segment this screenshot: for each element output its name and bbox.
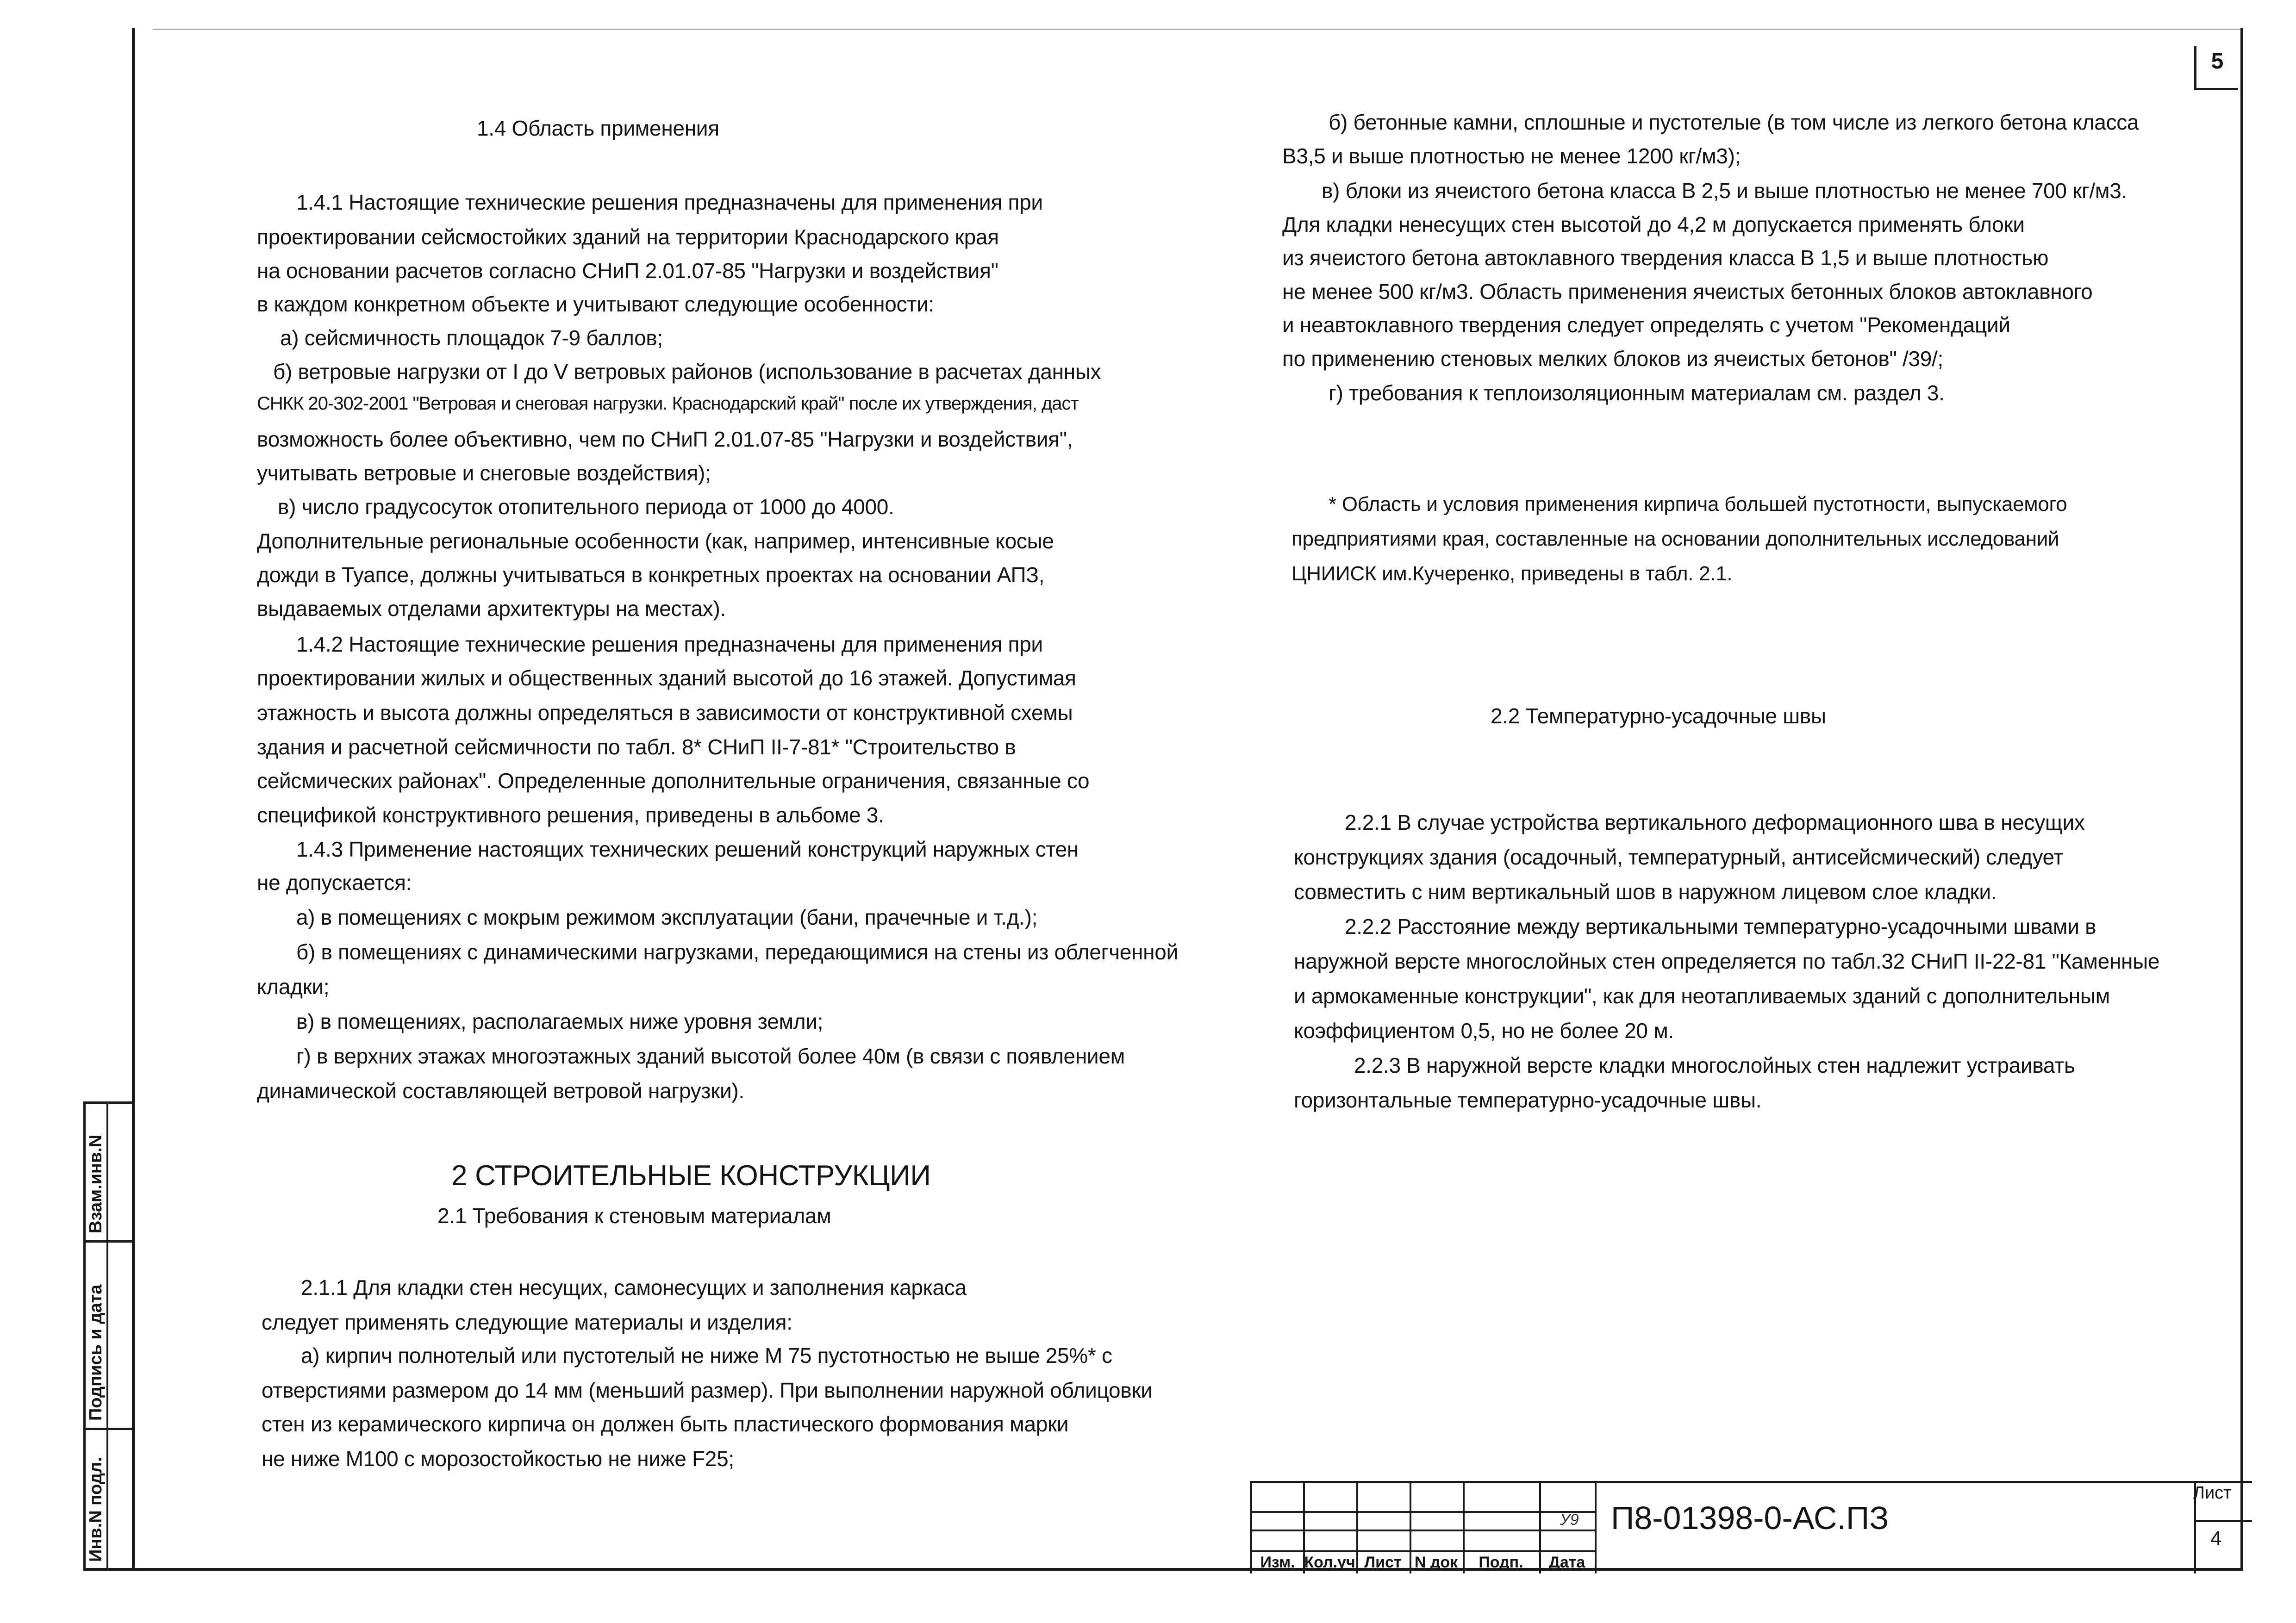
- text-line: в каждом конкретном объекте и учитывают следующие особенности:: [257, 292, 934, 316]
- text-line: и армокаменные конструкции", как для неотапливаемых зданий с дополнительным: [1294, 984, 2110, 1008]
- text-line: не допускается:: [257, 871, 412, 895]
- text-line: б) бетонные камни, сплошные и пустотелые (в том числе из легкого бетона класса: [1329, 110, 2139, 134]
- text-line: В3,5 и выше плотностью не менее 1200 кг/м3);: [1282, 144, 1741, 168]
- text-line: выдаваемых отделами архитектуры на местах).: [257, 597, 726, 621]
- text-line: проектировании сейсмостойких зданий на территории Краснодарского края: [257, 225, 999, 249]
- text-line: СНКК 20-302-2001 "Ветровая и снеговая нагрузки. Краснодарский край" после их утверждения, даст: [257, 393, 1079, 414]
- text-line: г) в верхних этажах многоэтажных зданий высотой более 40м (в связи с появлением: [296, 1044, 1125, 1068]
- text-line: коэффициентом 0,5, но не более 20 м.: [1294, 1019, 1674, 1043]
- text-line: в) число градусосуток отопительного периода от 1000 до 4000.: [278, 495, 894, 519]
- side-stamp-divider: [83, 1428, 134, 1430]
- text-line: 1.4.1 Настоящие технические решения предназначены для применения при: [296, 190, 1043, 214]
- text-line: и неавтоклавного твердения следует определять с учетом "Рекомендаций: [1282, 313, 2010, 337]
- stamp-col-line: [1595, 1483, 1597, 1573]
- text-line: наружной версте многослойных стен определяется по табл.32 СНиП II-22-81 "Каменные: [1294, 949, 2160, 973]
- footnote-line: предприятиями края, составленные на основании дополнительных исследований: [1292, 528, 2059, 550]
- stamp-col-podp: Подп.: [1479, 1554, 1523, 1571]
- text-line: а) сейсмичность площадок 7-9 баллов;: [280, 326, 663, 350]
- text-line: 1.4.3 Применение настоящих технических решений конструкций наружных стен: [296, 837, 1079, 861]
- stamp-col-izm: Изм.: [1260, 1554, 1295, 1571]
- text-line: Дополнительные региональные особенности (как, например, интенсивные косые: [257, 529, 1054, 553]
- text-line: совместить с ним вертикальный шов в наружном лицевом слое кладки.: [1294, 880, 1997, 904]
- text-line: спецификой конструктивного решения, приведены в альбоме 3.: [257, 803, 884, 827]
- text-line: г) требования к теплоизоляционным материалам см. раздел 3.: [1329, 381, 1945, 405]
- text-line: следует применять следующие материалы и изделия:: [262, 1310, 792, 1334]
- text-line: не ниже М100 с морозостойкостью не ниже F25;: [262, 1447, 734, 1471]
- text-line: динамической составляющей ветровой нагрузки).: [257, 1079, 744, 1103]
- text-line: возможность более объективно, чем по СНиП 2.01.07-85 "Нагрузки и воздействия",: [257, 427, 1073, 451]
- text-line: здания и расчетной сейсмичности по табл. 8* СНиП II-7-81* "Строительство в: [257, 735, 1016, 759]
- text-line: 2.1.1 Для кладки стен несущих, самонесущих и заполнения каркаса: [301, 1275, 967, 1300]
- text-line: 2.2.2 Расстояние между вертикальными температурно-усадочными швами в: [1345, 914, 2096, 939]
- text-line: проектировании жилых и общественных зданий высотой до 16 этажей. Допустимая: [257, 666, 1076, 690]
- footnote-line: ЦНИИСК им.Кучеренко, приведены в табл. 2.1.: [1292, 562, 1733, 585]
- stamp-col-koluch: Кол.уч: [1304, 1554, 1355, 1571]
- side-stamp-outer-line: [83, 1101, 86, 1569]
- stamp-col-list: Лист: [1364, 1554, 1402, 1571]
- sheet-number: 5: [2211, 49, 2224, 74]
- side-inv-no-orig: Инв.N подл.: [86, 1457, 106, 1562]
- side-stamp-divider: [83, 1101, 134, 1104]
- text-line: из ячеистого бетона автоклавного твердения класса В 1,5 и выше плотностью: [1282, 246, 2049, 270]
- stamp-row-line: [1252, 1530, 1595, 1531]
- text-line: учитывать ветровые и снеговые воздействия);: [257, 461, 711, 485]
- text-line: этажность и высота должны определяться в зависимости от конструктивной схемы: [257, 701, 1073, 725]
- document-code: П8-01398-0-АС.ПЗ: [1611, 1500, 1889, 1536]
- text-line: 1.4.2 Настоящие технические решения предназначены для применения при: [296, 632, 1043, 656]
- text-line: б) ветровые нагрузки от I до V ветровых районов (использование в расчетах данных: [273, 360, 1101, 384]
- side-sign-date: Подпись и дата: [86, 1284, 106, 1421]
- text-line: на основании расчетов согласно СНиП 2.01.07-85 "Нагрузки и воздействия": [257, 259, 998, 283]
- text-line: в) в помещениях, располагаемых ниже уровня земли;: [296, 1009, 824, 1033]
- text-line: конструкциях здания (осадочный, температурный, антисейсмический) следует: [1294, 845, 2064, 869]
- stamp-row-line: [2194, 1520, 2252, 1522]
- side-stamp-inner-line: [106, 1101, 108, 1569]
- text-line: отверстиями размером до 14 мм (меньший размер). При выполнении наружной облицовки: [262, 1378, 1153, 1402]
- frame-left-border: [132, 28, 135, 1569]
- text-line: в) блоки из ячеистого бетона класса В 2,5 и выше плотностью не менее 700 кг/м3.: [1322, 179, 2128, 203]
- text-line: дожди в Туапсе, должны учитываться в конкретных проектах на основании АПЗ,: [257, 563, 1045, 587]
- stamp-list-label: Лист: [2193, 1483, 2232, 1503]
- side-stamp-divider: [83, 1240, 134, 1243]
- text-line: 2.2.3 В наружной версте кладки многослойных стен надлежит устраивать: [1354, 1053, 2075, 1077]
- stamp-row-line: [1252, 1511, 1595, 1513]
- text-line: а) в помещениях с мокрым режимом эксплуатации (бани, прачечные и т.д.);: [296, 905, 1038, 929]
- stamp-col-data: Дата: [1548, 1554, 1585, 1571]
- text-line: Для кладки ненесущих стен высотой до 4,2 м допускается применять блоки: [1282, 212, 2025, 236]
- stamp-list-value: 4: [2210, 1527, 2222, 1550]
- text-line: по применению стеновых мелких блоков из ячеистых бетонов" /39/;: [1282, 347, 1944, 371]
- text-line: 2.2.1 В случае устройства вертикального деформационного шва в несущих: [1345, 810, 2085, 834]
- stamp-mark: У9: [1560, 1511, 1579, 1529]
- section-2-1-title: 2.1 Требования к стеновым материалам: [437, 1204, 831, 1228]
- text-line: горизонтальные температурно-усадочные швы.: [1294, 1088, 1762, 1112]
- side-vzam-inv: Взам.инв.N: [86, 1134, 106, 1233]
- frame-top-border: [153, 29, 2240, 30]
- section-2-2-title: 2.2 Температурно-усадочные швы: [1491, 704, 1826, 728]
- frame-right-border: [2240, 28, 2243, 1569]
- text-line: не менее 500 кг/м3. Область применения ячеистых бетонных блоков автоклавного: [1282, 280, 2093, 304]
- text-line: стен из керамического кирпича он должен быть пластического формования марки: [262, 1412, 1069, 1436]
- stamp-col-ndok: N док: [1414, 1554, 1458, 1571]
- text-line: кладки;: [257, 975, 330, 999]
- section-2-title: 2 СТРОИТЕЛЬНЫЕ КОНСТРУКЦИИ: [451, 1160, 931, 1192]
- text-line: сейсмических районах". Определенные дополнительные ограничения, связанные со: [257, 769, 1090, 793]
- text-line: а) кирпич полнотелый или пустотелый не ниже М 75 пустотностью не выше 25%* с: [301, 1343, 1112, 1368]
- stamp-row-line: [1252, 1550, 1595, 1552]
- footnote-line: * Область и условия применения кирпича большей пустотности, выпускаемого: [1329, 493, 2067, 516]
- section-1-4-title: 1.4 Область применения: [477, 116, 719, 140]
- text-line: б) в помещениях с динамическими нагрузками, передающимися на стены из облегченной: [296, 940, 1178, 964]
